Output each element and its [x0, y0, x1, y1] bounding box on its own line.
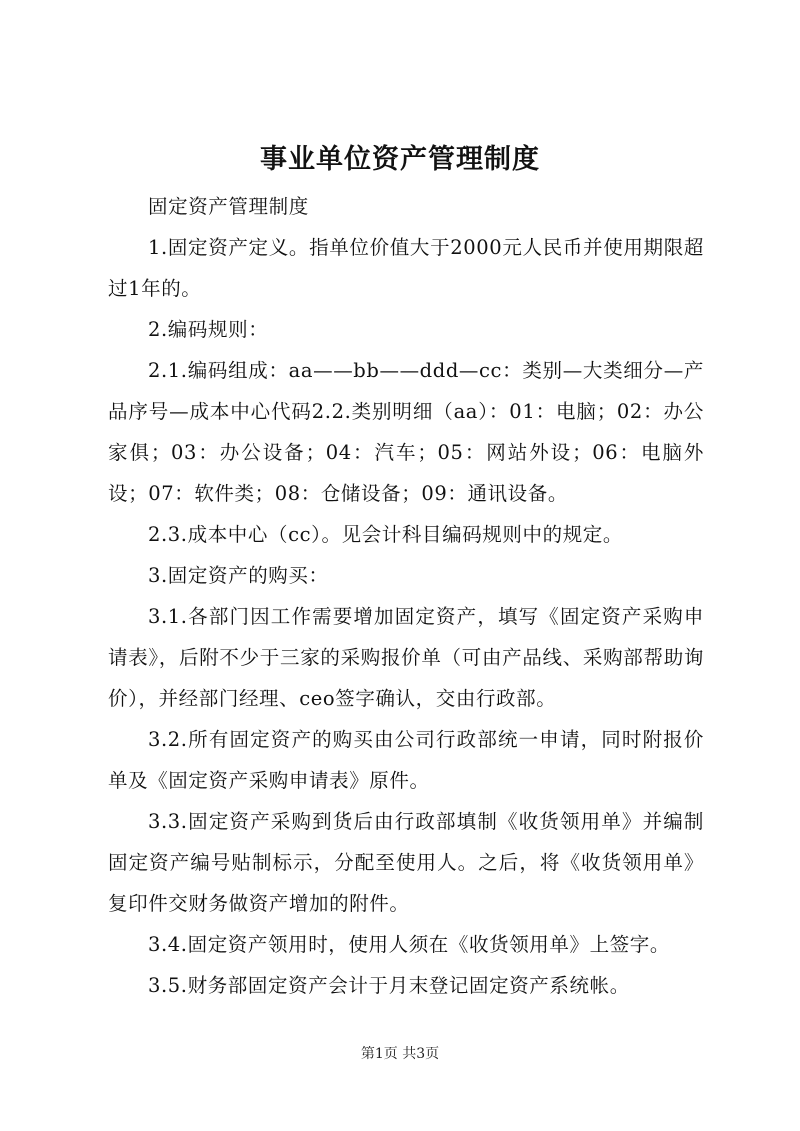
page-number-footer: 第1页 共3页 [360, 1046, 440, 1062]
paragraph-purchase: 3.固定资产的购买： [148, 564, 329, 587]
paragraph-purchase-application: 3.2.所有固定资产的购买由公司行政部统一申请，同时附报价单及《固定资产采购申请表》原件。 [108, 728, 704, 792]
paragraph-definition: 1.固定资产定义。指单位价值大于2000元人民币并使用期限超过1年的。 [108, 236, 704, 300]
paragraph-signature: 3.4.固定资产领用时，使用人须在《收货领用单》上签字。 [148, 933, 671, 956]
paragraph-purchase-request: 3.1.各部门因工作需要增加固定资产，填写《固定资产采购申请表》，后附不少于三家的采购报价单（可由产品线、采购部帮助询价），并经部门经理、ceo签字确认，交由行政部。 [108, 605, 704, 710]
paragraph-coding-composition: 2.1.编码组成：aa——bb——ddd—cc：类别—大类细分—产品序号—成本中心代码2.2.类别明细（aa）：01：电脑；02：办公家俱；03：办公设备；04：汽车；05：网站外设；06：电脑外设；07：软件类；08：仓储设备；09：通讯设备。 [108, 359, 704, 505]
paragraph-accounting: 3.5.财务部固定资产会计于月末登记固定资产系统帐。 [148, 974, 630, 997]
paragraph-coding-rules: 2.编码规则： [148, 318, 269, 341]
paragraph-subtitle: 固定资产管理制度 [148, 195, 309, 218]
document-body [108, 186, 704, 1006]
paragraph-receipt: 3.3.固定资产采购到货后由行政部填制《收货领用单》并编制固定资产编号贴制标示，分配至使用人。之后，将《收货领用单》复印件交财务做资产增加的附件。 [108, 810, 704, 915]
document-title: 事业单位资产管理制度 [260, 144, 540, 175]
paragraph-cost-center: 2.3.成本中心（cc）。见会计科目编码规则中的规定。 [148, 523, 624, 546]
